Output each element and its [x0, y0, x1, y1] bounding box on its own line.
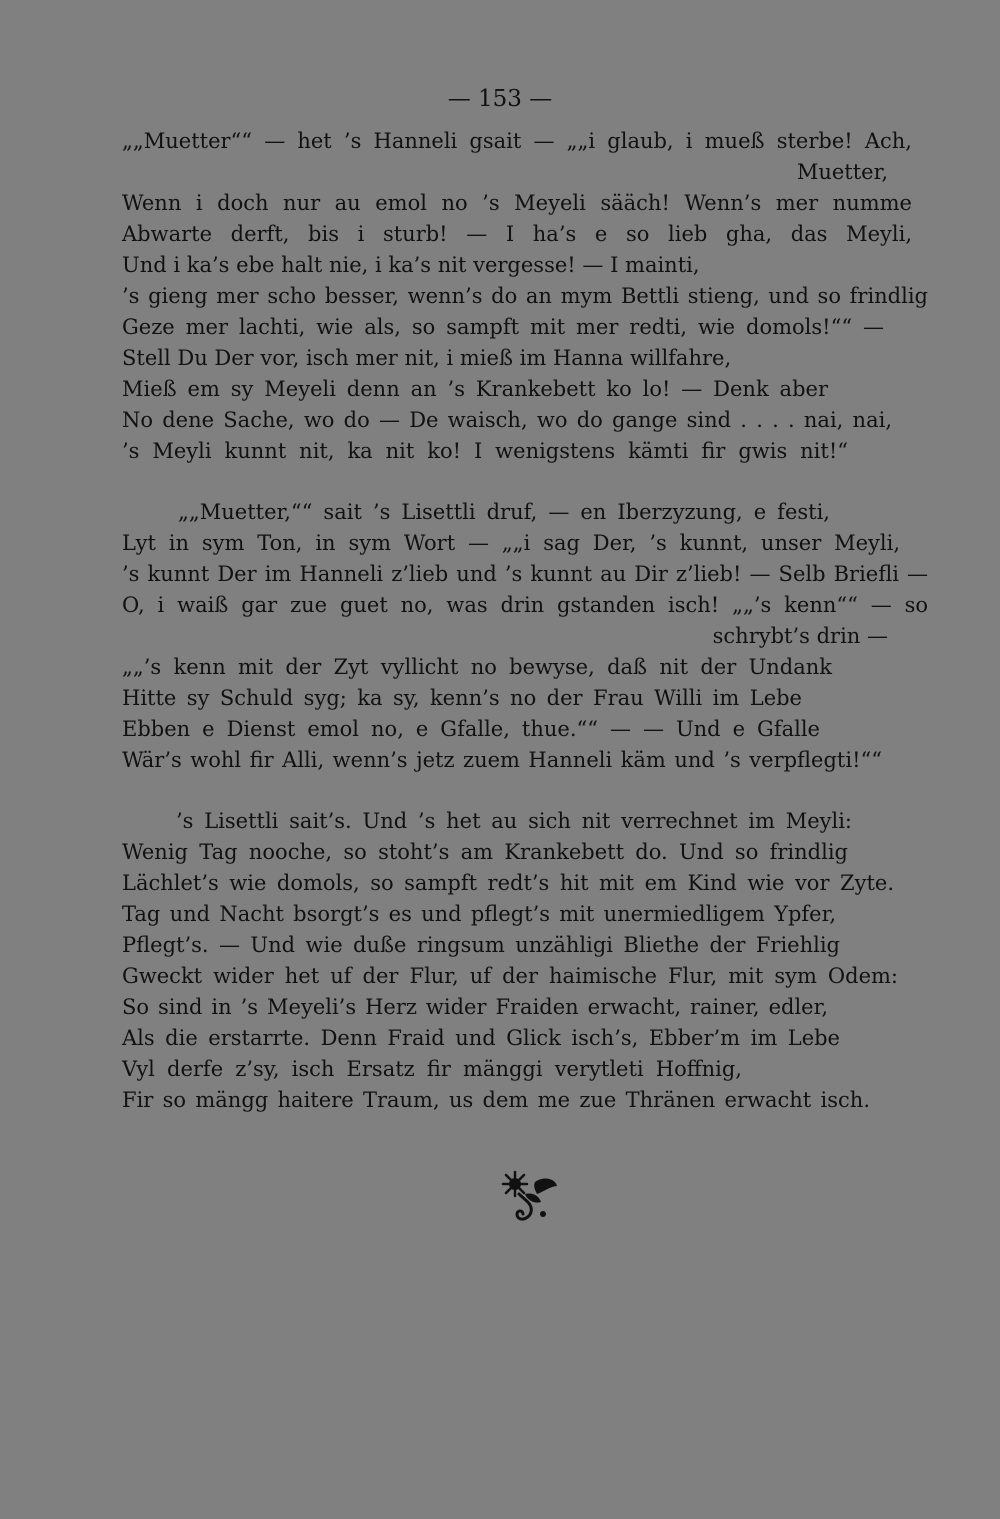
verse-line: Wenig Tag nooche, so stoht’s am Krankebett do. Und so frindlig [122, 840, 848, 864]
verse-line: Vyl derfe z’sy, isch Ersatz fir mänggi verytleti Hoffnig, [122, 1057, 742, 1081]
verse-line: Gweckt wider het uf der Flur, uf der haimische Flur, mit sym Odem: [122, 964, 898, 988]
verse-line: Wenn i doch nur au emol no ’s Meyeli sääch! Wenn’s mer numme [122, 191, 912, 215]
verse-line: Wär’s wohl fir Alli, wenn’s jetz zuem Hanneli käm und ’s verpflegti!““ [122, 748, 882, 772]
verse-line: Mieß em sy Meyeli denn an ’s Krankebett ko lo! — Denk aber [122, 377, 828, 401]
verse-line: Fir so mängg haitere Traum, us dem me zue Thränen erwacht isch. [122, 1088, 870, 1112]
verse-line: Und i ka’s ebe halt nie, i ka’s nit vergesse! — I mainti, [122, 253, 700, 277]
verse-line: Pflegt’s. — Und wie duße ringsum unzähligi Bliethe der Friehlig [122, 933, 840, 957]
verse-line: Muetter, [796, 160, 888, 184]
verse-line: Lyt in sym Ton, in sym Wort — „„i sag Der, ’s kunnt, unser Meyli, [122, 531, 900, 555]
verse-line: Als die erstarrte. Denn Fraid und Glick isch’s, Ebber’m im Lebe [122, 1026, 840, 1050]
verse-line: „„Muetter,““ sait ’s Lisettli druf, — en Iberzyzung, e festi, [178, 500, 830, 524]
verse-line: No dene Sache, wo do — De waisch, wo do gange sind . . . . nai, nai, [122, 408, 892, 432]
verse-line: Lächlet’s wie domols, so sampft redt’s hit mit em Kind wie vor Zyte. [122, 871, 894, 895]
floral-ornament-icon [495, 1168, 565, 1228]
page-number: — 153 — [447, 86, 553, 112]
verse-line: O, i waiß gar zue guet no, was drin gstanden isch! „„’s kenn““ — so [122, 593, 928, 617]
verse-line: Ebben e Dienst emol no, e Gfalle, thue.““ — — Und e Gfalle [122, 717, 820, 741]
verse-line: schrybt’s drin — [712, 624, 888, 648]
verse-line: „„Muetter““ — het ’s Hanneli gsait — „„i glaub, i mueß sterbe! Ach, [122, 129, 912, 153]
verse-line: Geze mer lachti, wie als, so sampft mit mer redti, wie domols!““ — [122, 315, 884, 339]
verse-line: ’s Lisettli sait’s. Und ’s het au sich nit verrechnet im Meyli: [176, 809, 852, 833]
verse-line: Abwarte derft, bis i sturb! — I ha’s e so lieb gha, das Meyli, [122, 222, 912, 246]
verse-line: Stell Du Der vor, isch mer nit, i mieß im Hanna willfahre, [122, 346, 732, 370]
verse-line: ’s kunnt Der im Hanneli z’lieb und ’s kunnt au Dir z’lieb! — Selb Briefli — [122, 562, 928, 586]
verse-line: ’s gieng mer scho besser, wenn’s do an mym Bettli stieng, und so frindlig [122, 284, 928, 308]
verse-line: „„’s kenn mit der Zyt vyllicht no bewyse, daß nit der Undank [122, 655, 832, 679]
verse-line: So sind in ’s Meyeli’s Herz wider Fraiden erwacht, rainer, edler, [122, 995, 828, 1019]
verse-line: ’s Meyli kunnt nit, ka nit ko! I wenigstens kämti fir gwis nit!“ [122, 439, 848, 463]
verse-line: Tag und Nacht bsorgt’s es und pflegt’s mit unermiedligem Ypfer, [122, 902, 836, 926]
verse-line: Hitte sy Schuld syg; ka sy, kenn’s no der Frau Willi im Lebe [122, 686, 802, 710]
